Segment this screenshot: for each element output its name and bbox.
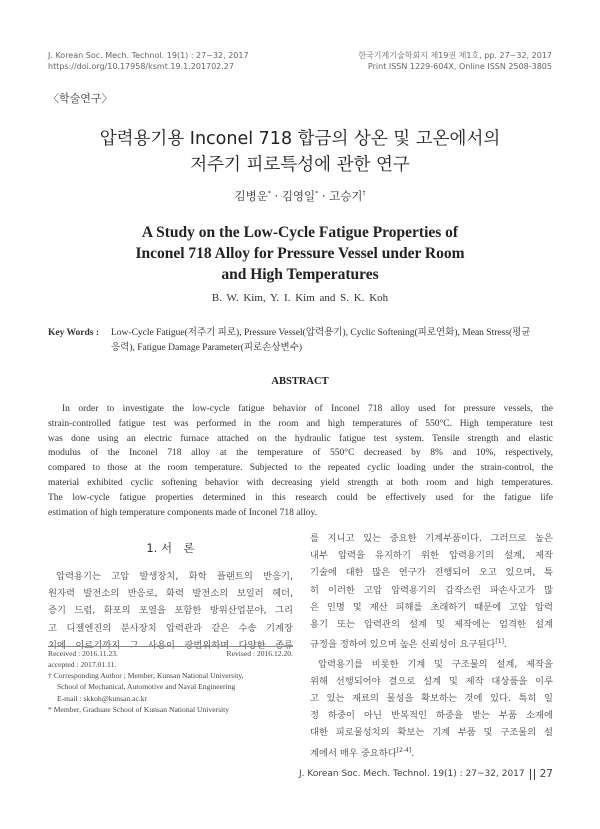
keywords-label: Key Words : xyxy=(48,328,100,338)
header-citation: J. Korean Soc. Mech. Technol. 19(1) : 27~32, 2017 xyxy=(48,51,249,60)
author-2-mark: * xyxy=(315,190,319,198)
right-column xyxy=(310,530,553,762)
abstract-heading: ABSTRACT xyxy=(271,376,329,387)
author-3: 고승기 xyxy=(329,189,363,203)
abstract-line: strain-controlled fatigue test was performed in the room and high temperatures of 550°C. High temperature test xyxy=(48,418,553,429)
authors-korean xyxy=(0,188,600,204)
body-line: 고 디젤엔진의 분사장치 압력관과 같은 수송 기계장 xyxy=(48,622,293,634)
right-para1-last-line: 규정을 정하여 있으며 높은 신뢰성이 요구된다 xyxy=(310,639,496,651)
author-1: 김병운 xyxy=(234,189,268,203)
right-column-para1 xyxy=(310,530,553,633)
title-korean-line2: 저주기 피로특성에 관한 연구 xyxy=(190,155,410,175)
abstract-line: estimation of high temperature components made of Inconel 718 alloy. xyxy=(48,507,318,518)
header-issn: Print ISSN 1229-604X, Online ISSN 2508-3805 xyxy=(367,62,552,71)
article-category: 〈학술연구〉 xyxy=(48,92,113,105)
header-left xyxy=(48,50,249,72)
title-english-line3: and High Temperatures xyxy=(221,266,379,283)
body-line: 증기 드럼, 화포의 포열을 포함한 방위산업분야, 그리 xyxy=(48,605,293,617)
title-english-line2: Inconel 718 Alloy for Pressure Vessel under Room xyxy=(135,245,465,262)
left-column xyxy=(48,568,293,654)
section-heading: 1. 서 론 xyxy=(146,541,195,555)
member-footnote: * Member, Graduate School of Kunsan National University xyxy=(48,704,230,714)
body-line: 치에 이르기까지 그 사용이 광범위하며 다양한 종류 xyxy=(48,639,293,651)
header-doi[interactable]: https://doi.org/10.17958/ksmt.19.1.201702.27 xyxy=(48,62,234,71)
body-line: 정 하중이 아닌 반복적인 하중을 받는 부품 소재에 xyxy=(310,710,553,722)
abstract-line: was done using an electric furnace attached on the hydraulic fatigue test system. Tensile strength and elastic xyxy=(48,433,553,444)
abstract-line: modulus of the Inconel 718 alloy at the temperature of 550°C decreased by 8% and 10%, respectively, xyxy=(48,448,553,459)
revised-date: Revised : 2016.12.20. xyxy=(226,649,293,658)
header-journal-ko: 한국기계기술학회지 제19권 제1호, pp. 27~32, 2017 xyxy=(358,51,552,60)
body-line: 위해 선행되어야 결으로 설계 및 제작 대상품을 이루 xyxy=(310,675,553,687)
body-line: 를 지니고 있는 중요한 기계부품이다. 그러므로 높은 xyxy=(310,533,553,544)
abstract-body xyxy=(48,402,553,520)
keywords xyxy=(48,326,553,356)
citation-2-4[interactable]: [2-4] xyxy=(396,746,412,754)
author-1-mark: * xyxy=(267,190,271,198)
citation-1[interactable]: [1] xyxy=(495,638,504,646)
abstract-line: The low-cycle fatigue properties determined in this research could be effectively used for the fatigue life xyxy=(48,492,553,503)
citation-1-tail: . xyxy=(503,639,507,651)
right-column-para2 xyxy=(310,656,553,742)
footer-journal: J. Korean Soc. Mech. Technol. 19(1) : 27~32, 2017 xyxy=(298,769,525,779)
body-line: 기술에 대한 많은 연구가 진행되어 오고 있으며, 특 xyxy=(310,567,553,579)
received-date: Received : 2016.11.23. xyxy=(48,649,118,658)
body-line: 고 있는 재료의 물성을 확보하는 것에 있다. 특히 일 xyxy=(310,692,553,704)
body-line: 압력용기는 고압 발생장치, 화학 플랜트의 반응기, xyxy=(56,571,293,582)
keywords-line2: 응력), Fatigue Damage Parameter(피로손상변수) xyxy=(111,343,303,353)
title-korean-line1: 압력용기용 Inconel 718 합금의 상온 및 고온에서의 xyxy=(99,129,501,149)
page-number: 27 xyxy=(539,768,553,780)
citation-2-tail: . xyxy=(411,747,415,759)
body-line: 압력용기를 비롯한 기계 및 구조물의 설계, 제작을 xyxy=(318,658,553,670)
footnote-divider xyxy=(48,646,293,647)
header-right xyxy=(358,50,552,72)
body-line: 원자력 발전소의 반응로, 화력 발전소의 보일러 헤더, xyxy=(48,588,293,600)
footer xyxy=(299,768,553,780)
footnote-dates xyxy=(48,648,293,659)
corresponding-author: † Corresponding Author ; Member, Kunsan National University, xyxy=(48,671,244,681)
author-separator: · xyxy=(321,189,326,203)
corresponding-email[interactable]: E-mail : skkoh@kunsan.ac.kr xyxy=(57,693,148,703)
author-2: 김영일 xyxy=(281,189,316,203)
footer-divider xyxy=(530,769,535,780)
body-line: 히 이러한 고압 압력용기의 갑작스런 파손사고가 많 xyxy=(310,584,553,596)
footnotes xyxy=(48,648,293,715)
corresponding-affiliation: School of Mechanical, Automotive and Naval Engineering xyxy=(57,682,236,692)
abstract-line: compared to those at the room temperature. Subjected to the repeated cyclic loading under the strain-control, the xyxy=(48,463,553,474)
title-korean xyxy=(0,126,600,178)
authors-english: B. W. Kim, Y. I. Kim and S. K. Koh xyxy=(211,292,389,304)
body-line: 은 인명 및 재산 피해를 초래하기 때문에 고압 압력 xyxy=(310,601,553,613)
title-english xyxy=(0,222,600,285)
abstract-line: material exhibited cyclic softening behavior with decreasing yield strength at both room and high temperatures. xyxy=(48,477,553,488)
author-separator: · xyxy=(274,189,279,203)
title-english-line1: A Study on the Low-Cycle Fatigue Properties of xyxy=(141,224,459,241)
abstract-line: In order to investigate the low-cycle fatigue behavior of Inconel 718 alloy used for pressure vessels, the xyxy=(62,404,553,414)
right-column-para1-end xyxy=(310,633,553,653)
author-3-mark: † xyxy=(362,190,366,198)
accepted-date: accepted : 2017.01.11. xyxy=(48,660,117,669)
right-para2-last-line: 계에서 매우 중요하다 xyxy=(310,747,397,759)
body-line: 용기 또는 압력관의 설계 및 제작에는 엄격한 설계 xyxy=(310,619,553,631)
body-line: 대한 피로물성치의 확보는 기계 부품 및 구조물의 설 xyxy=(310,727,553,739)
right-column-para2-end xyxy=(310,742,553,762)
body-line: 내부 압력을 유지하기 위한 압력용기의 설계, 제작 xyxy=(310,550,553,562)
keywords-line1: Low-Cycle Fatigue(저주기 피로), Pressure Vessel(압력용기), Cyclic Softening(피로연화), Mean Stress(평균 xyxy=(111,328,531,338)
